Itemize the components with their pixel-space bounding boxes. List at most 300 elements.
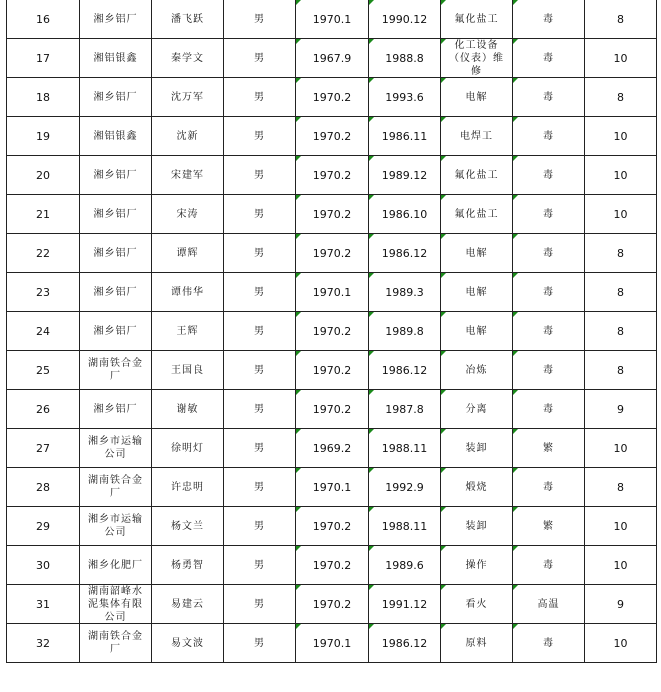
cell-unit-text: 湖南铁合金厂 <box>88 631 143 655</box>
cell-name-text: 杨勇智 <box>171 559 204 571</box>
cell-category-text: 毒 <box>543 208 554 220</box>
cell-name <box>152 585 224 624</box>
cell-sex <box>224 507 296 546</box>
cell-years-text: 10 <box>613 207 628 221</box>
cell-years <box>585 273 657 312</box>
cell-no-text: 31 <box>36 597 50 611</box>
cell-work-start-date-text: 1989.3 <box>385 285 424 299</box>
cell-no <box>7 273 80 312</box>
cell-sex-text: 男 <box>254 481 265 493</box>
cell-work-start-date-text: 1988.8 <box>385 51 424 65</box>
cell-category-text: 繁 <box>543 442 554 454</box>
cell-category-text: 毒 <box>543 481 554 493</box>
cell-sex-text: 男 <box>254 169 265 181</box>
table-row <box>7 195 657 234</box>
cell-job-type-text: 电解 <box>465 247 488 259</box>
table-row <box>7 585 657 624</box>
cell-unit-text: 湖南韶峰水泥集体有限公司 <box>88 586 143 623</box>
cell-name-text: 宋涛 <box>176 208 199 220</box>
table-row <box>7 624 657 663</box>
cell-job-type <box>441 390 513 429</box>
cell-job-type <box>441 234 513 273</box>
cell-name <box>152 234 224 273</box>
cell-unit-text: 湘乡铝厂 <box>93 403 138 415</box>
cell-sex-text: 男 <box>254 91 265 103</box>
cell-category-text: 毒 <box>543 52 554 64</box>
cell-job-type <box>441 156 513 195</box>
cell-unit <box>80 0 152 39</box>
cell-job-type-text: 原料 <box>465 637 488 649</box>
cell-unit-text: 湘铝银鑫 <box>93 130 138 142</box>
table-row <box>7 468 657 507</box>
cell-no-text: 26 <box>36 402 50 416</box>
cell-no-text: 23 <box>36 285 50 299</box>
cell-years <box>585 195 657 234</box>
cell-work-start-date <box>369 78 441 117</box>
cell-birth-date <box>296 39 369 78</box>
cell-job-type-text: 煅烧 <box>465 481 488 493</box>
cell-work-start-date <box>369 117 441 156</box>
cell-sex <box>224 156 296 195</box>
cell-category-text: 毒 <box>543 91 554 103</box>
cell-category-text: 毒 <box>543 403 554 415</box>
cell-work-start-date-text: 1986.12 <box>381 363 428 377</box>
cell-birth-date <box>296 117 369 156</box>
cell-job-type <box>441 195 513 234</box>
cell-job-type <box>441 78 513 117</box>
cell-birth-date <box>296 312 369 351</box>
cell-work-start-date-text: 1991.12 <box>381 597 428 611</box>
cell-birth-date <box>296 0 369 39</box>
cell-years <box>585 507 657 546</box>
cell-no-text: 16 <box>36 12 50 26</box>
cell-years-text: 10 <box>613 441 628 455</box>
cell-years-text: 8 <box>617 363 624 377</box>
cell-job-type <box>441 351 513 390</box>
cell-birth-date-text: 1970.2 <box>312 246 352 260</box>
cell-category <box>513 117 585 156</box>
cell-birth-date <box>296 273 369 312</box>
cell-work-start-date-text: 1989.8 <box>385 324 424 338</box>
cell-no <box>7 351 80 390</box>
cell-years <box>585 585 657 624</box>
cell-name <box>152 39 224 78</box>
cell-years <box>585 0 657 39</box>
cell-years-text: 10 <box>613 519 628 533</box>
cell-name-text: 谭伟华 <box>171 286 204 298</box>
cell-birth-date <box>296 390 369 429</box>
cell-years <box>585 351 657 390</box>
cell-category <box>513 312 585 351</box>
cell-job-type <box>441 117 513 156</box>
cell-no <box>7 78 80 117</box>
cell-unit-text: 湘乡市运输公司 <box>88 436 143 460</box>
cell-work-start-date <box>369 39 441 78</box>
cell-sex <box>224 429 296 468</box>
cell-sex-text: 男 <box>254 52 265 64</box>
cell-category <box>513 390 585 429</box>
cell-unit <box>80 312 152 351</box>
cell-years-text: 10 <box>613 168 628 182</box>
table-row <box>7 78 657 117</box>
cell-sex <box>224 0 296 39</box>
cell-no-text: 27 <box>36 441 50 455</box>
cell-category-text: 繁 <box>543 520 554 532</box>
cell-name <box>152 429 224 468</box>
cell-sex-text: 男 <box>254 325 265 337</box>
cell-no-text: 22 <box>36 246 50 260</box>
cell-no-text: 25 <box>36 363 50 377</box>
cell-job-type-text: 电解 <box>465 325 488 337</box>
table-row <box>7 429 657 468</box>
cell-unit-text: 湘乡铝厂 <box>93 169 138 181</box>
cell-years-text: 8 <box>617 90 624 104</box>
cell-name-text: 宋建军 <box>171 169 204 181</box>
cell-category <box>513 468 585 507</box>
cell-name-text: 秦学文 <box>171 52 204 64</box>
cell-birth-date <box>296 585 369 624</box>
cell-birth-date-text: 1970.1 <box>312 285 352 299</box>
cell-years <box>585 546 657 585</box>
cell-job-type-text: 化工设备（仪表）维修 <box>449 40 504 77</box>
cell-no <box>7 195 80 234</box>
cell-sex <box>224 624 296 663</box>
cell-work-start-date <box>369 156 441 195</box>
table-row <box>7 390 657 429</box>
cell-name-text: 王辉 <box>176 325 199 337</box>
cell-sex-text: 男 <box>254 364 265 376</box>
cell-unit <box>80 195 152 234</box>
cell-category <box>513 585 585 624</box>
table-row <box>7 507 657 546</box>
cell-category-text: 毒 <box>543 169 554 181</box>
table-row <box>7 156 657 195</box>
cell-category <box>513 429 585 468</box>
cell-no <box>7 234 80 273</box>
cell-job-type-text: 看火 <box>465 598 488 610</box>
cell-unit <box>80 468 152 507</box>
cell-category <box>513 195 585 234</box>
cell-birth-date <box>296 351 369 390</box>
cell-birth-date-text: 1970.2 <box>312 168 352 182</box>
cell-job-type <box>441 624 513 663</box>
cell-years-text: 10 <box>613 51 628 65</box>
cell-job-type-text: 氟化盐工 <box>454 169 499 181</box>
cell-sex <box>224 117 296 156</box>
cell-unit-text: 湘乡铝厂 <box>93 208 138 220</box>
cell-work-start-date-text: 1992.9 <box>385 480 424 494</box>
cell-job-type-text: 冶炼 <box>465 364 488 376</box>
cell-sex <box>224 234 296 273</box>
cell-job-type <box>441 273 513 312</box>
cell-name-text: 杨文兰 <box>171 520 204 532</box>
cell-birth-date <box>296 429 369 468</box>
cell-work-start-date <box>369 273 441 312</box>
cell-category <box>513 39 585 78</box>
cell-birth-date-text: 1970.2 <box>312 90 352 104</box>
cell-no-text: 28 <box>36 480 50 494</box>
cell-years-text: 9 <box>617 597 624 611</box>
cell-unit <box>80 585 152 624</box>
cell-work-start-date-text: 1988.11 <box>381 519 428 533</box>
cell-sex <box>224 546 296 585</box>
cell-work-start-date-text: 1986.12 <box>381 246 428 260</box>
table-row <box>7 273 657 312</box>
cell-name <box>152 468 224 507</box>
cell-years-text: 8 <box>617 480 624 494</box>
cell-name <box>152 312 224 351</box>
cell-work-start-date-text: 1987.8 <box>385 402 424 416</box>
cell-no <box>7 585 80 624</box>
cell-name <box>152 273 224 312</box>
cell-category-text: 毒 <box>543 559 554 571</box>
cell-unit <box>80 39 152 78</box>
cell-category <box>513 351 585 390</box>
cell-sex <box>224 39 296 78</box>
cell-unit <box>80 351 152 390</box>
cell-years <box>585 78 657 117</box>
cell-no <box>7 468 80 507</box>
cell-work-start-date <box>369 195 441 234</box>
cell-job-type <box>441 39 513 78</box>
cell-years <box>585 468 657 507</box>
cell-birth-date <box>296 156 369 195</box>
table-row <box>7 234 657 273</box>
cell-name-text: 易建云 <box>171 598 204 610</box>
cell-birth-date-text: 1970.2 <box>312 519 352 533</box>
cell-work-start-date <box>369 234 441 273</box>
cell-work-start-date <box>369 390 441 429</box>
cell-category-text: 毒 <box>543 247 554 259</box>
cell-unit-text: 湘乡市运输公司 <box>88 514 143 538</box>
cell-birth-date <box>296 78 369 117</box>
cell-name <box>152 507 224 546</box>
cell-name <box>152 351 224 390</box>
cell-job-type-text: 操作 <box>465 559 488 571</box>
cell-years <box>585 156 657 195</box>
cell-birth-date <box>296 195 369 234</box>
cell-unit <box>80 507 152 546</box>
cell-sex-text: 男 <box>254 442 265 454</box>
cell-no <box>7 507 80 546</box>
cell-unit <box>80 546 152 585</box>
cell-name <box>152 546 224 585</box>
table-body <box>7 0 657 663</box>
cell-no-text: 21 <box>36 207 50 221</box>
table-row <box>7 546 657 585</box>
cell-category <box>513 156 585 195</box>
cell-category <box>513 624 585 663</box>
cell-name-text: 沈新 <box>176 130 199 142</box>
cell-no-text: 29 <box>36 519 50 533</box>
cell-unit-text: 湖南铁合金厂 <box>88 358 143 382</box>
cell-category-text: 毒 <box>543 325 554 337</box>
cell-unit <box>80 624 152 663</box>
cell-no <box>7 117 80 156</box>
cell-unit <box>80 429 152 468</box>
cell-years <box>585 117 657 156</box>
cell-sex <box>224 78 296 117</box>
cell-years-text: 10 <box>613 129 628 143</box>
cell-years-text: 8 <box>617 285 624 299</box>
cell-sex <box>224 273 296 312</box>
cell-sex <box>224 312 296 351</box>
cell-birth-date <box>296 624 369 663</box>
cell-birth-date-text: 1970.2 <box>312 363 352 377</box>
cell-job-type-text: 分离 <box>465 403 488 415</box>
cell-no-text: 20 <box>36 168 50 182</box>
cell-work-start-date <box>369 585 441 624</box>
cell-name-text: 潘飞跃 <box>171 13 204 25</box>
cell-sex <box>224 195 296 234</box>
cell-no <box>7 0 80 39</box>
cell-name-text: 沈万军 <box>171 91 204 103</box>
cell-work-start-date-text: 1989.6 <box>385 558 424 572</box>
cell-category-text: 毒 <box>543 286 554 298</box>
cell-unit <box>80 78 152 117</box>
cell-category-text: 高温 <box>537 598 560 610</box>
cell-name-text: 许忠明 <box>171 481 204 493</box>
cell-name <box>152 156 224 195</box>
worker-table <box>6 0 657 663</box>
cell-no-text: 30 <box>36 558 50 572</box>
cell-unit-text: 湘乡铝厂 <box>93 91 138 103</box>
cell-years-text: 8 <box>617 246 624 260</box>
cell-birth-date-text: 1967.9 <box>312 51 352 65</box>
cell-sex-text: 男 <box>254 598 265 610</box>
cell-name <box>152 390 224 429</box>
cell-category <box>513 78 585 117</box>
cell-work-start-date <box>369 507 441 546</box>
cell-job-type-text: 装卸 <box>465 520 488 532</box>
cell-birth-date-text: 1969.2 <box>312 441 352 455</box>
cell-no <box>7 156 80 195</box>
cell-no-text: 18 <box>36 90 50 104</box>
cell-job-type <box>441 507 513 546</box>
table-row <box>7 312 657 351</box>
cell-no-text: 19 <box>36 129 50 143</box>
cell-unit <box>80 156 152 195</box>
cell-sex-text: 男 <box>254 13 265 25</box>
cell-job-type <box>441 585 513 624</box>
cell-job-type-text: 氟化盐工 <box>454 13 499 25</box>
cell-category <box>513 234 585 273</box>
cell-sex-text: 男 <box>254 403 265 415</box>
cell-birth-date-text: 1970.2 <box>312 207 352 221</box>
cell-work-start-date-text: 1986.11 <box>381 129 428 143</box>
cell-name-text: 谭辉 <box>176 247 199 259</box>
cell-years-text: 8 <box>617 324 624 338</box>
table-row <box>7 0 657 39</box>
cell-name-text: 徐明灯 <box>171 442 204 454</box>
cell-birth-date-text: 1970.1 <box>312 636 352 650</box>
cell-work-start-date <box>369 312 441 351</box>
cell-no <box>7 624 80 663</box>
cell-birth-date <box>296 507 369 546</box>
cell-work-start-date <box>369 0 441 39</box>
cell-work-start-date <box>369 429 441 468</box>
cell-no <box>7 429 80 468</box>
cell-job-type <box>441 429 513 468</box>
cell-name <box>152 117 224 156</box>
cell-birth-date-text: 1970.2 <box>312 402 352 416</box>
cell-no-text: 17 <box>36 51 50 65</box>
cell-category-text: 毒 <box>543 364 554 376</box>
cell-unit-text: 湖南铁合金厂 <box>88 475 143 499</box>
cell-category <box>513 0 585 39</box>
cell-unit-text: 湘乡化肥厂 <box>88 559 143 571</box>
cell-name-text: 谢敏 <box>176 403 199 415</box>
cell-work-start-date-text: 1988.11 <box>381 441 428 455</box>
cell-category-text: 毒 <box>543 637 554 649</box>
cell-unit-text: 湘乡铝厂 <box>93 325 138 337</box>
cell-category <box>513 546 585 585</box>
cell-work-start-date <box>369 546 441 585</box>
cell-name <box>152 0 224 39</box>
cell-name <box>152 78 224 117</box>
cell-unit-text: 湘乡铝厂 <box>93 13 138 25</box>
cell-birth-date <box>296 234 369 273</box>
cell-birth-date <box>296 468 369 507</box>
cell-years <box>585 429 657 468</box>
cell-name-text: 王国良 <box>171 364 204 376</box>
cell-unit <box>80 390 152 429</box>
cell-work-start-date-text: 1986.10 <box>381 207 428 221</box>
cell-job-type-text: 电焊工 <box>460 130 493 142</box>
cell-years <box>585 390 657 429</box>
cell-no-text: 24 <box>36 324 50 338</box>
table-row <box>7 351 657 390</box>
cell-name <box>152 624 224 663</box>
table-row <box>7 117 657 156</box>
cell-sex <box>224 585 296 624</box>
cell-unit <box>80 273 152 312</box>
cell-sex-text: 男 <box>254 286 265 298</box>
table-row <box>7 39 657 78</box>
cell-no <box>7 39 80 78</box>
cell-no <box>7 390 80 429</box>
cell-sex-text: 男 <box>254 130 265 142</box>
cell-unit-text: 湘乡铝厂 <box>93 286 138 298</box>
cell-birth-date-text: 1970.2 <box>312 597 352 611</box>
cell-work-start-date-text: 1989.12 <box>381 168 428 182</box>
cell-job-type-text: 电解 <box>465 286 488 298</box>
cell-years-text: 10 <box>613 558 628 572</box>
cell-years <box>585 39 657 78</box>
cell-work-start-date <box>369 351 441 390</box>
cell-no-text: 32 <box>36 636 50 650</box>
cell-sex-text: 男 <box>254 637 265 649</box>
cell-sex <box>224 351 296 390</box>
cell-name-text: 易文波 <box>171 637 204 649</box>
cell-birth-date-text: 1970.1 <box>312 480 352 494</box>
cell-job-type <box>441 546 513 585</box>
cell-unit-text: 湘乡铝厂 <box>93 247 138 259</box>
cell-category-text: 毒 <box>543 130 554 142</box>
cell-birth-date-text: 1970.2 <box>312 324 352 338</box>
cell-birth-date-text: 1970.2 <box>312 129 352 143</box>
cell-years-text: 9 <box>617 402 624 416</box>
cell-years-text: 10 <box>613 636 628 650</box>
cell-sex-text: 男 <box>254 520 265 532</box>
cell-job-type <box>441 0 513 39</box>
cell-work-start-date <box>369 624 441 663</box>
cell-job-type-text: 电解 <box>465 91 488 103</box>
cell-sex-text: 男 <box>254 208 265 220</box>
cell-job-type <box>441 312 513 351</box>
cell-birth-date <box>296 546 369 585</box>
cell-name <box>152 195 224 234</box>
